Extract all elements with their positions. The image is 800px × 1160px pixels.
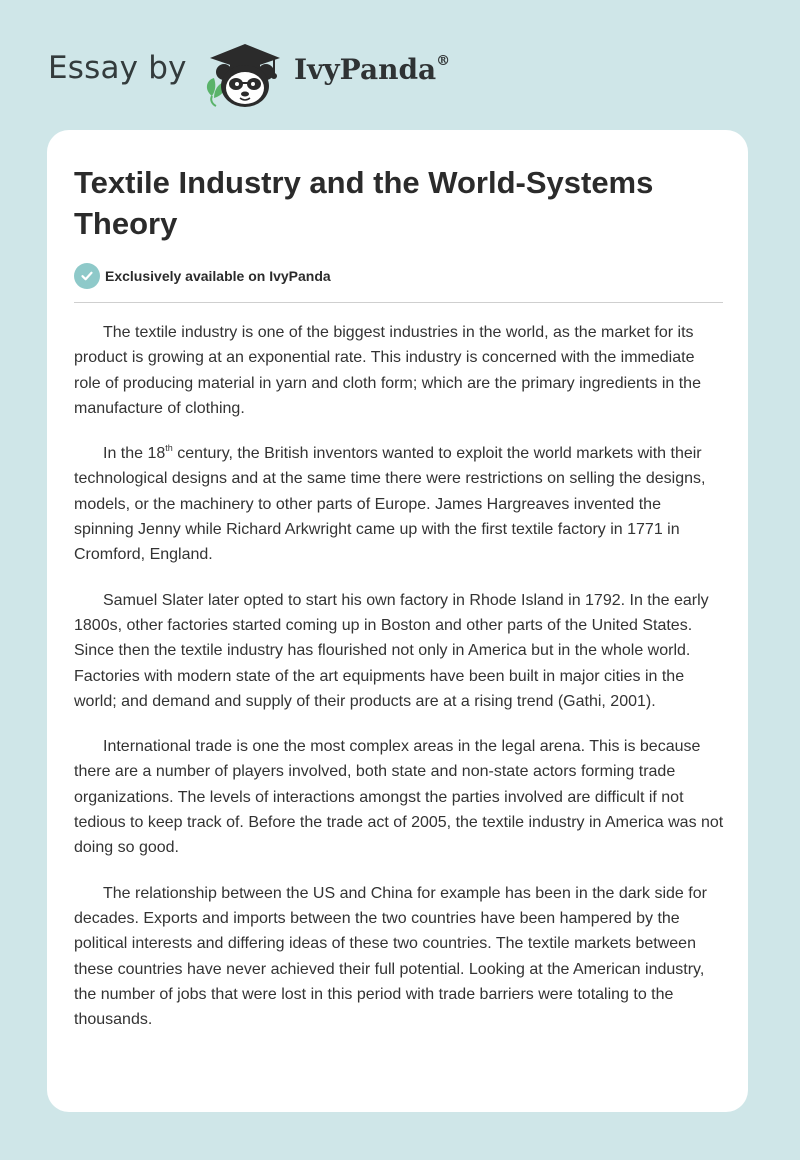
ordinal-suffix: th <box>165 442 173 453</box>
paragraph-2 <box>74 441 724 567</box>
article-card <box>47 130 748 1112</box>
brand-name[interactable] <box>294 53 450 86</box>
panda-graduate-icon <box>210 44 280 107</box>
registered-mark: ® <box>436 52 451 69</box>
check-icon <box>74 263 100 289</box>
site-header <box>0 0 800 130</box>
paragraph-2-start: In the 18 <box>103 445 166 463</box>
paragraph-2-rest: century, the British inventors wanted to exploit the world markets with their technological designs and at the same time there were restrictions on selling the designs, models, or the machinery to other parts of Europe. James Hargreaves invented the spinning Jenny while Richard Arkwright came up with the first textile factory in 1771 in Cromford, England. <box>74 445 706 564</box>
brand-text: IvyPanda <box>294 53 437 86</box>
ivypanda-logo[interactable] <box>200 36 290 110</box>
paragraph-5: The relationship between the US and China for example has been in the dark side for decades. Exports and imports between the two countries have been hampered by the political interests and differing ideas of these two countries. The textile markets between these countries have never achieved their full potential. Looking at the American industry, the number of jobs that were lost in this period with trade barriers were totaling to the thousands. <box>74 884 707 1029</box>
article-body <box>74 320 724 1052</box>
exclusive-label: Exclusively available on IvyPanda <box>105 268 331 284</box>
paragraph-3: Samuel Slater later opted to start his own factory in Rhode Island in 1792. In the early 1800s, other factories started coming up in Boston and other parts of the United States. Since then the textile industry has flourished not only in America but in the whole world. Factories with modern state of the art equipments have been built in major cities in the world; and demand and supply of their products are at a rising trend (Gathi, 2001). <box>74 591 709 710</box>
paragraph-4: International trade is one the most complex areas in the legal arena. This is because there are a number of players involved, both state and non-state actors forming trade organizations. The levels of interactions amongst the parties involved are difficult if not tedious to keep track of. Before the trade act of 2005, the textile industry in America was not doing so good. <box>74 738 724 857</box>
paragraph-1: The textile industry is one of the biggest industries in the world, as the market for its product is growing at an exponential rate. This industry is concerned with the immediate role of producing material in yarn and cloth form; which are the primary ingredients in the manufacture of clothing. <box>74 324 701 417</box>
article-title: Textile Industry and the World-Systems Theory <box>74 165 654 241</box>
essay-by-label: Essay by <box>48 50 187 86</box>
exclusive-badge <box>74 263 331 289</box>
divider <box>74 302 723 303</box>
